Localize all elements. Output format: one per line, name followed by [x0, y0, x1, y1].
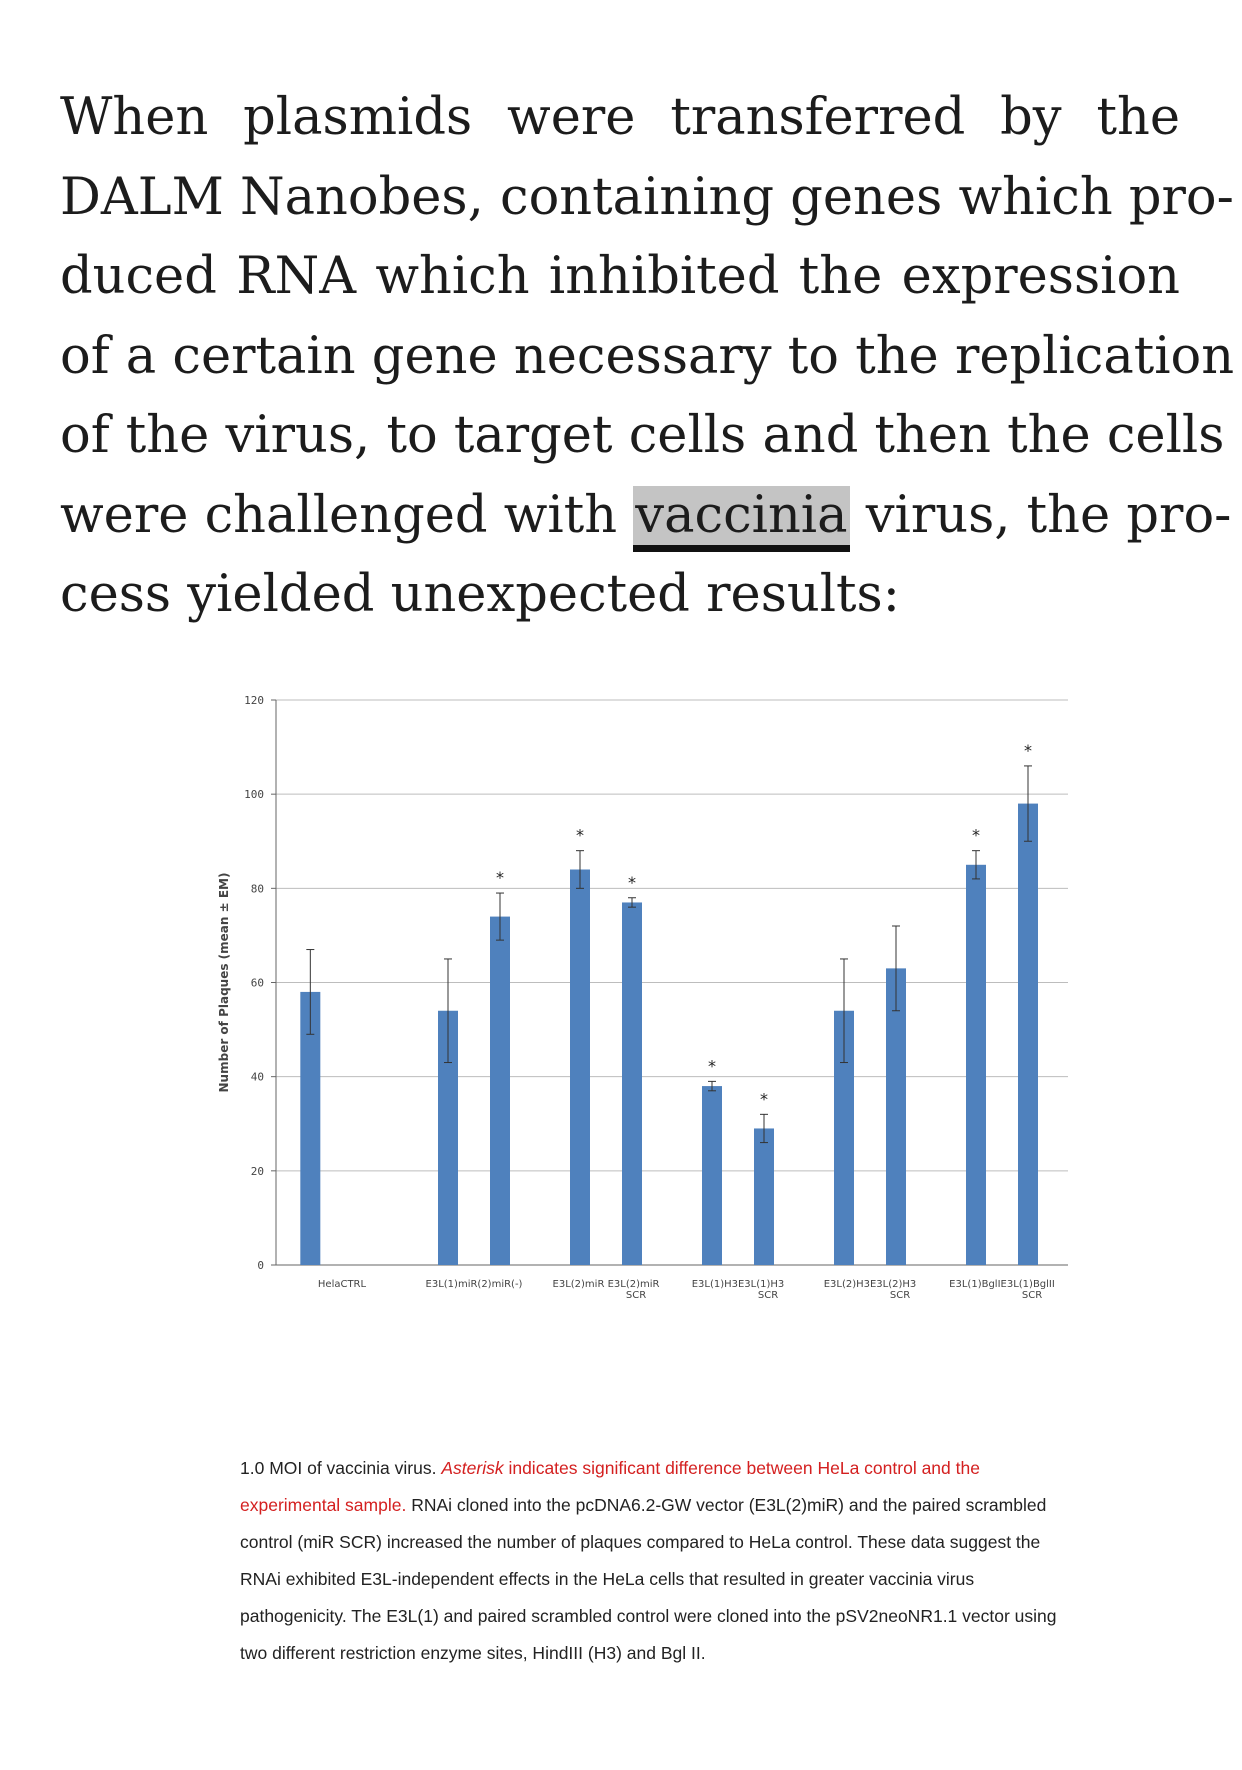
significance-asterisk: * [628, 872, 636, 892]
x-group-label-sub: SCR [889, 1290, 911, 1301]
y-axis-label: Number of Plaques (mean ± EM) [217, 872, 231, 1093]
significance-asterisk: * [1024, 740, 1032, 760]
x-group-label: E3L(2)H3E3L(2)H3 [823, 1279, 917, 1290]
bar [886, 968, 906, 1265]
bar [966, 865, 986, 1265]
x-group-label: HelaCTRL [317, 1279, 367, 1290]
x-group-label-sub: SCR [757, 1290, 779, 1301]
body-paragraph [60, 78, 1235, 635]
bar [702, 1086, 722, 1265]
y-tick-label: 120 [244, 694, 264, 707]
text-before-highlight: were challenged with [60, 485, 618, 545]
paragraph-line [60, 476, 1232, 556]
x-group-label-sub: SCR [625, 1290, 647, 1301]
x-group-label: E3L(1)BglIE3L(1)BglII [949, 1279, 1055, 1290]
bar [622, 902, 642, 1265]
y-tick-label: 20 [250, 1164, 264, 1178]
y-tick-label: 0 [257, 1259, 264, 1272]
paragraph-line: DALM Nanobes, containing genes which pro- [60, 167, 1234, 227]
y-tick-label: 40 [250, 1070, 264, 1084]
significance-asterisk: * [760, 1089, 768, 1109]
caption-lead: 1.0 MOI of vaccinia virus. [240, 1458, 437, 1478]
bar [490, 917, 510, 1265]
x-group-label-sub: SCR [1021, 1290, 1043, 1301]
x-group-label: E3L(1)H3E3L(1)H3 [691, 1279, 785, 1290]
paragraph-line: of the virus, to target cells and then the cells [60, 406, 1225, 465]
paragraph-line: of a certain gene necessary to the replication [60, 326, 1235, 386]
caption-body: RNAi cloned into the pcDNA6.2-GW vector (E3L(2)miR) and the paired scrambled control (miR SCR) increased the number of plaques compared to HeLa control. These data suggest the RNAi exhibited E3L-independent effects in the HeLa cells that resulted in greater vaccinia virus pathogenicity. The E3L(1) and paired scrambled control were cloned into the pSV2neoNR1.1 vector using two different restriction enzyme sites, HindIII (H3) and Bgl II. [240, 1495, 1057, 1663]
paragraph-line: cess yielded unexpected results: [60, 565, 900, 624]
paragraph-line: duced RNA which inhibited the expression [60, 247, 1180, 306]
bar-chart [0, 680, 1242, 1330]
highlighted-word[interactable]: vaccinia [633, 486, 849, 552]
bar [1018, 804, 1038, 1265]
figure-caption [240, 1450, 1080, 1672]
y-tick-label: 100 [244, 788, 264, 802]
bar [754, 1128, 774, 1265]
bar [570, 870, 590, 1266]
caption-significance-note: indicates significant difference between HeLa control and the experimental sample. [240, 1458, 980, 1515]
text-after-highlight: virus, the pro- [865, 485, 1232, 545]
paragraph-line: When plasmids were transferred by the [60, 88, 1180, 147]
y-tick-label: 60 [250, 976, 264, 990]
significance-asterisk: * [496, 868, 504, 888]
x-group-label: E3L(2)miR E3L(2)miR [552, 1279, 660, 1290]
significance-asterisk: * [972, 825, 980, 845]
significance-asterisk: * [708, 1056, 716, 1076]
x-group-label: E3L(1)miR(2)miR(-) [425, 1279, 523, 1290]
y-tick-label: 80 [250, 882, 264, 896]
caption-asterisk-word: Asterisk [441, 1458, 504, 1478]
significance-asterisk: * [576, 825, 584, 845]
